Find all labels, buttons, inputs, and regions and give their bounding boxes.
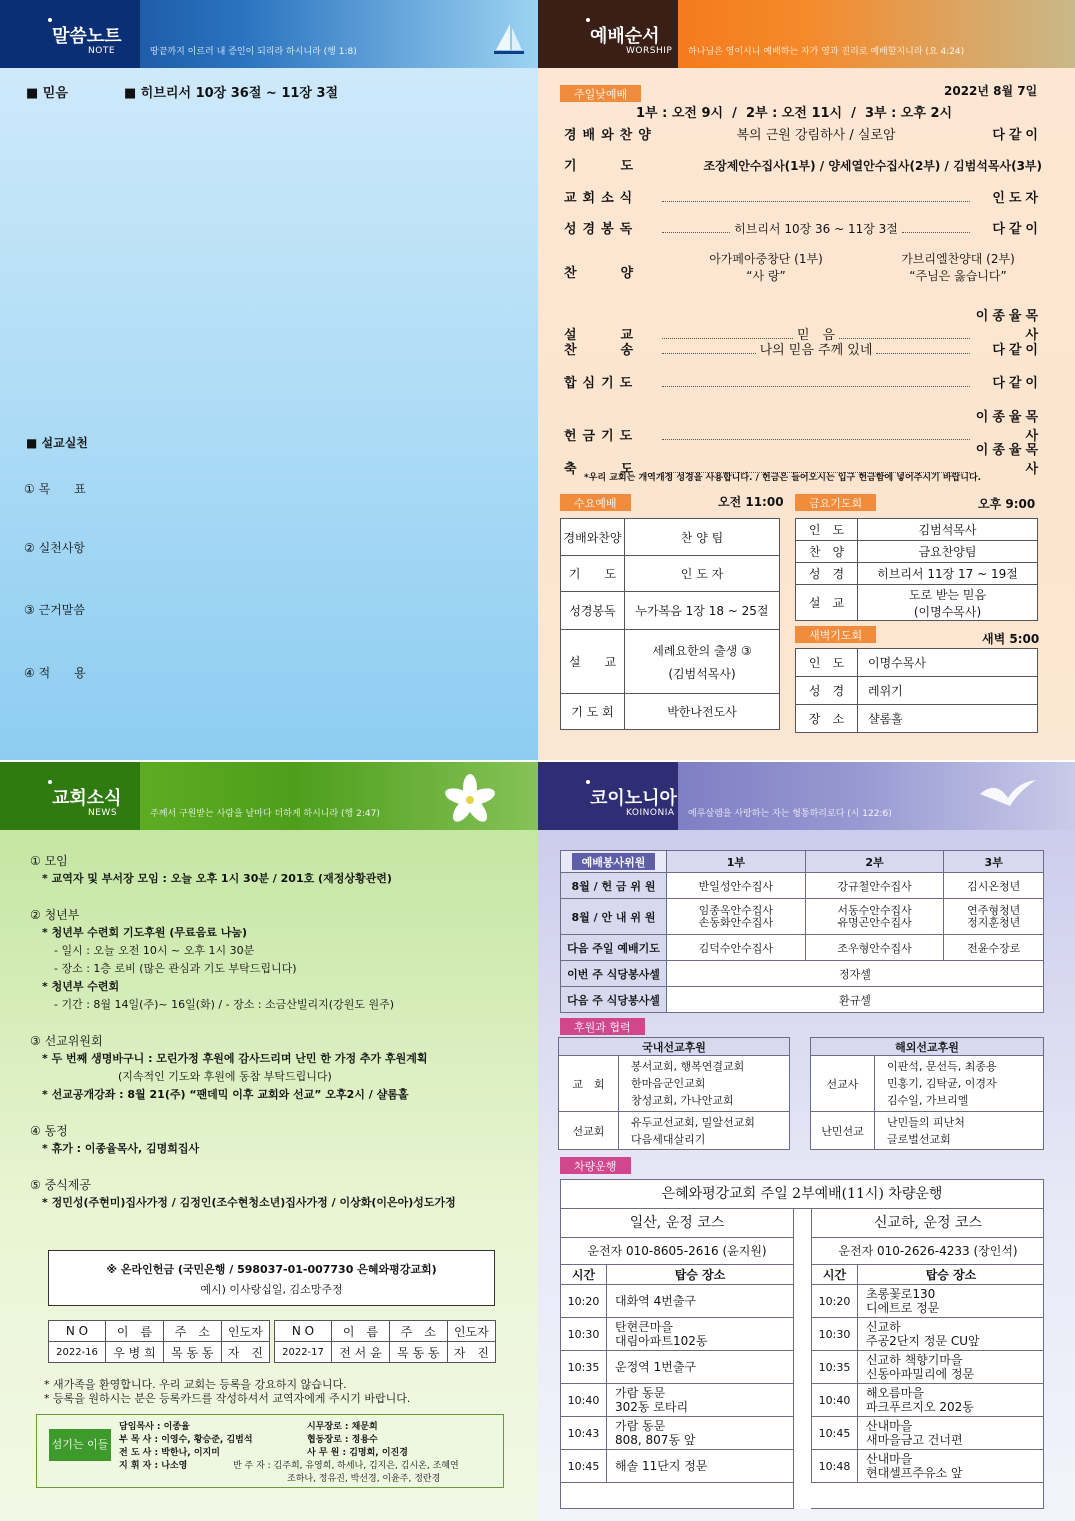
news-line: ① 모임	[30, 854, 68, 868]
vehicle-box	[560, 1179, 1044, 1509]
online-offering-box	[48, 1250, 495, 1306]
servers-right: 시무장로 : 채문희 협동장로 : 정용수 사 무 원 : 김명희, 이진경	[307, 1422, 408, 1458]
sailboat-icon	[490, 20, 530, 60]
order-row: 헌금기도 이종율목사	[564, 410, 1042, 444]
registration-table-1: N O 이 름 주 소 인도자 2022-16 우 병 희 목 동 동 자 진	[48, 1320, 270, 1363]
news-banner	[0, 762, 538, 830]
course-2: 신교하, 운정 코스 운전자 010-2626-4233 (장인석) 시간 탑승 장소 10:20 초롱꽃로130 디에트로 정문 10:30 신교하 주공2단지 정문 CU앞 10:35 신교하 책향기마을 신동아파밀리에 정문 10:40 해오름마을 파크푸르지오 202동 10:45 산내마을 새마을금고 건너편 10:48 산내마을 현대셀프주유소 앞	[811, 1209, 1044, 1483]
fri-tag: 금요기도회	[795, 494, 876, 511]
servers-box	[36, 1414, 504, 1488]
wed-table: 경배와찬양 찬 양 팀 기 도 인 도 자 성경봉독 누가복음 1장 18 ~ 25절 설 교 세례요한의 출생 ③ (김범석목사) 기 도 회 박한나전도사	[560, 518, 780, 730]
order-row: 교회소식 인도자	[564, 191, 1042, 206]
stop-row: 10:30 신교하 주공2단지 정문 CU앞	[812, 1318, 1044, 1351]
worship-notice: *우리 교회는 개역개정 성경을 사용합니다. / 헌금은 들어오시는 입구 헌금함에 넣어주시기 바랍니다.	[584, 473, 982, 483]
news-verse: 주께서 구원받는 사람을 날마다 더하게 하시니라 (행 2:47)	[150, 809, 380, 819]
stop-row: 10:48 산내마을 현대셀프주유소 앞	[812, 1450, 1044, 1483]
note-topic-label: ■ 믿음	[26, 86, 68, 101]
dawn-tag: 새벽기도회	[795, 626, 876, 643]
order-row: 성경봉독 히브리서 10장 36 ~ 11장 3절 다같이	[564, 222, 1042, 237]
news-line: (지속적인 기도와 후원에 동참 부탁드립니다)	[118, 1070, 332, 1083]
domestic-support-table: 국내선교후원 교 회 봉서교회, 행복연결교회 한마음군인교회 창성교회, 가나안교회 선교회 유두교선교회, 밀알선교회 다음세대살리기	[558, 1037, 790, 1150]
sunday-worship-tag: 주일낮예배	[560, 85, 641, 102]
note-verse: 땅끝까지 이르러 내 증인이 되리라 하시니라 (행 1:8)	[150, 47, 357, 57]
news-line: ④ 동정	[30, 1124, 68, 1138]
servers-label: 섬기는 이들	[49, 1429, 111, 1461]
news-line: * 청년부 수련회 기도후원 (무료음료 나눔)	[42, 926, 247, 939]
koinonia-section	[538, 762, 1075, 1521]
note-topic-passage: ■ 히브리서 10장 36절 ~ 11장 3절	[124, 86, 339, 101]
stop-row: 10:30 탄현큰마을 대림아파트102동	[561, 1318, 793, 1351]
stops-header: 시간 탑승 장소	[812, 1265, 1044, 1285]
worship-times: 1부 : 오전 9시 / 2부 : 오전 11시 / 3부 : 오후 2시	[636, 106, 953, 121]
worship-banner	[538, 0, 1075, 68]
registration-table-2: N O 이 름 주 소 인도자 2022-17 전 서 윤 목 동 동 자 진	[274, 1320, 496, 1363]
worship-verse: 하나님은 영이시니 예배하는 자가 영과 진리로 예배할지니라 (요 4:24)	[688, 47, 965, 57]
news-line: - 일시 : 오늘 오전 10시 ~ 오후 1시 30분	[54, 944, 255, 957]
order-row: 축 도 이종율목사	[564, 443, 1042, 477]
news-section	[0, 762, 538, 1521]
course-1: 일산, 운정 코스 운전자 010-8605-2616 (윤지원) 시간 탑승 장소 10:20 대화역 4번출구 10:30 탄현큰마을 대림아파트102동 10:35 운정역 1번출구 10:40 가람 동문 302동 로타리 10:43 가람 동문 808, 807동 앞 10:45 해솔 11단지 정문	[561, 1209, 793, 1483]
stop-row: 10:20 대화역 4번출구	[561, 1285, 793, 1318]
choir-1: 아가페아중창단 (1부) “사 랑”	[709, 252, 823, 283]
fri-time: 오후 9:00	[978, 497, 1036, 511]
news-line	[30, 1158, 530, 1176]
news-line: ⑤ 중식제공	[30, 1178, 91, 1192]
stop-row: 10:45 해솔 11단지 정문	[561, 1450, 793, 1483]
order-row: 찬 양	[564, 266, 640, 281]
news-line: * 교역자 및 부서장 모임 : 오늘 오후 1시 30분 / 201호 (재정상황관련)	[42, 872, 392, 885]
online-offering-example: 예시) 이사랑십일, 김소망주정	[200, 1283, 343, 1296]
accompanists: 반 주 자 : 김주희, 유영희, 하세나, 김지은, 김시온, 조혜연 조하나, 정유진, 박선경, 이윤주, 정란경	[233, 1461, 459, 1484]
worship-date: 2022년 8월 7일	[944, 84, 1038, 98]
news-line	[30, 1014, 530, 1032]
fri-table: 인 도 김범석목사 찬 양 금요찬양팀 성 경 히브리서 11장 17 ~ 19절 설 교 도로 받는 믿음 (이명수목사)	[795, 518, 1038, 621]
news-sub: NEWS	[88, 808, 118, 818]
wed-time: 오전 11:00	[718, 495, 784, 509]
worship-title: 예배순서	[590, 26, 660, 47]
overseas-support-table: 해외선교후원 선교사 이판석, 문선득, 최종용 민홍기, 김탁균, 이경자 김수일, 가브리엘 난민선교 난민들의 피난처 글로벌선교회	[810, 1037, 1044, 1150]
dawn-table: 인 도 이명수목사 성 경 레위기 장 소 샬롬홀	[795, 648, 1038, 733]
koinonia-verse: 예루살렘을 사랑하는 자는 형통하리로다 (시 122:6)	[688, 809, 892, 819]
welcome-line-2: * 등록을 원하시는 분은 등록카드를 작성하셔서 교역자에게 주시기 바랍니다.	[44, 1392, 411, 1405]
news-lines	[30, 852, 530, 1212]
servers-left: 담임목사 : 이종율 부 목 사 : 이영수, 황승준, 김범석 전 도 사 : 박한나, 이지미 지 휘 자 : 나소영	[119, 1422, 253, 1471]
news-line	[30, 1104, 530, 1122]
stops-header: 시간 탑승 장소	[561, 1265, 793, 1285]
note-practice-label: ■ 설교실천	[26, 436, 88, 450]
note-item-apply: ④ 적 용	[24, 666, 86, 680]
welcome-line-1: * 새가족을 환영합니다. 우리 교회는 등록을 강요하지 않습니다.	[44, 1378, 347, 1391]
note-section	[0, 0, 538, 760]
note-item-goal: ① 목 표	[24, 482, 86, 496]
duty-table: 예배봉사위원 1부 2부 3부 8월 / 헌 금 위 원 반일성안수집사 강규철안수집사 김시온청년 8월 / 안 내 위 원 임종옥안수집사 손동화안수집사 서동수안수집사 유명곤안수집사 연주형청년 정지훈청년 다음 주일 예배기도 김덕수안수집사 조우형안수집사 전윤수장로 이번 주 식당봉사셀 정자셀 다음 주 식당봉사셀 환규셀	[560, 850, 1044, 1013]
order-row: 찬 송 나의 믿음 주께 있네 다같이	[564, 343, 1042, 358]
flower-icon	[420, 768, 520, 828]
news-line: - 기간 : 8월 14일(주)~ 16일(화) / - 장소 : 소금산빌리지(강원도 원주)	[54, 998, 394, 1011]
order-row: 설 교 믿 음 이종율목사	[564, 309, 1042, 343]
note-title: 말씀노트	[52, 26, 122, 47]
dawn-time: 새벽 5:00	[982, 632, 1040, 646]
stop-row: 10:45 산내마을 새마을금고 건너편	[812, 1417, 1044, 1450]
stop-row: 10:35 운정역 1번출구	[561, 1351, 793, 1384]
koinonia-sub: KOINONIA	[626, 808, 675, 818]
news-line: - 장소 : 1층 로비 (많은 관심과 기도 부탁드립니다)	[54, 962, 297, 975]
news-line: * 정민성(주현미)집사가정 / 김정인(조수현청소년)집사가정 / 이상화(이은아)성도가정	[42, 1196, 456, 1209]
note-item-basis: ③ 근거말씀	[24, 603, 85, 617]
choir-2: 가브리엘찬양대 (2부) “주님은 옳습니다”	[901, 252, 1015, 283]
online-offering: ※ 온라인헌금 (국민은행 / 598037-01-007730 은혜와평강교회)	[106, 1263, 437, 1276]
stop-row: 10:43 가람 동문 808, 807동 앞	[561, 1417, 793, 1450]
order-row: 경배와찬양 복의 근원 강림하사 / 실로암 다같이	[564, 128, 1042, 143]
seagull-icon	[978, 776, 1038, 816]
worship-sub: WORSHIP	[626, 46, 673, 56]
news-line: ③ 선교위원회	[30, 1034, 103, 1048]
support-tag: 후원과 협력	[560, 1018, 645, 1035]
note-sub: NOTE	[88, 46, 116, 56]
news-line: * 휴가 : 이종율목사, 김명희집사	[42, 1142, 200, 1155]
news-line: ② 청년부	[30, 908, 80, 922]
note-item-practice: ② 실천사항	[24, 541, 85, 555]
vehicle-tag: 차량운행	[560, 1157, 631, 1174]
news-line: * 청년부 수련회	[42, 980, 120, 993]
stop-row: 10:40 가람 동문 302동 로타리	[561, 1384, 793, 1417]
koinonia-banner	[538, 762, 1075, 830]
stop-row: 10:35 신교하 책향기마을 신동아파밀리에 정문	[812, 1351, 1044, 1384]
news-line: * 선교공개강좌 : 8월 21(주) “팬데믹 이후 교회와 선교” 오후2시 / 샬롬홀	[42, 1088, 409, 1101]
news-title: 교회소식	[52, 788, 122, 809]
koinonia-title: 코이노니아	[590, 788, 677, 809]
stop-row: 10:40 해오름마을 파크푸르지오 202동	[812, 1384, 1044, 1417]
order-row: 합심기도 다같이	[564, 376, 1042, 391]
news-line: * 두 번째 생명바구니 : 모린가정 후원에 감사드리며 난민 한 가정 추가 후원계획	[42, 1052, 428, 1065]
wed-tag: 수요예배	[560, 494, 631, 511]
order-row: 기 도 조장제안수집사(1부) / 양세열안수집사(2부) / 김범석목사(3부)	[564, 159, 1042, 174]
stop-row: 10:20 초롱꽃로130 디에트로 정문	[812, 1285, 1044, 1318]
news-line	[30, 888, 530, 906]
note-banner	[0, 0, 538, 68]
vehicle-title: 은혜와평강교회 주일 2부예배(11시) 차량운행	[561, 1180, 1043, 1209]
worship-section	[538, 0, 1075, 760]
